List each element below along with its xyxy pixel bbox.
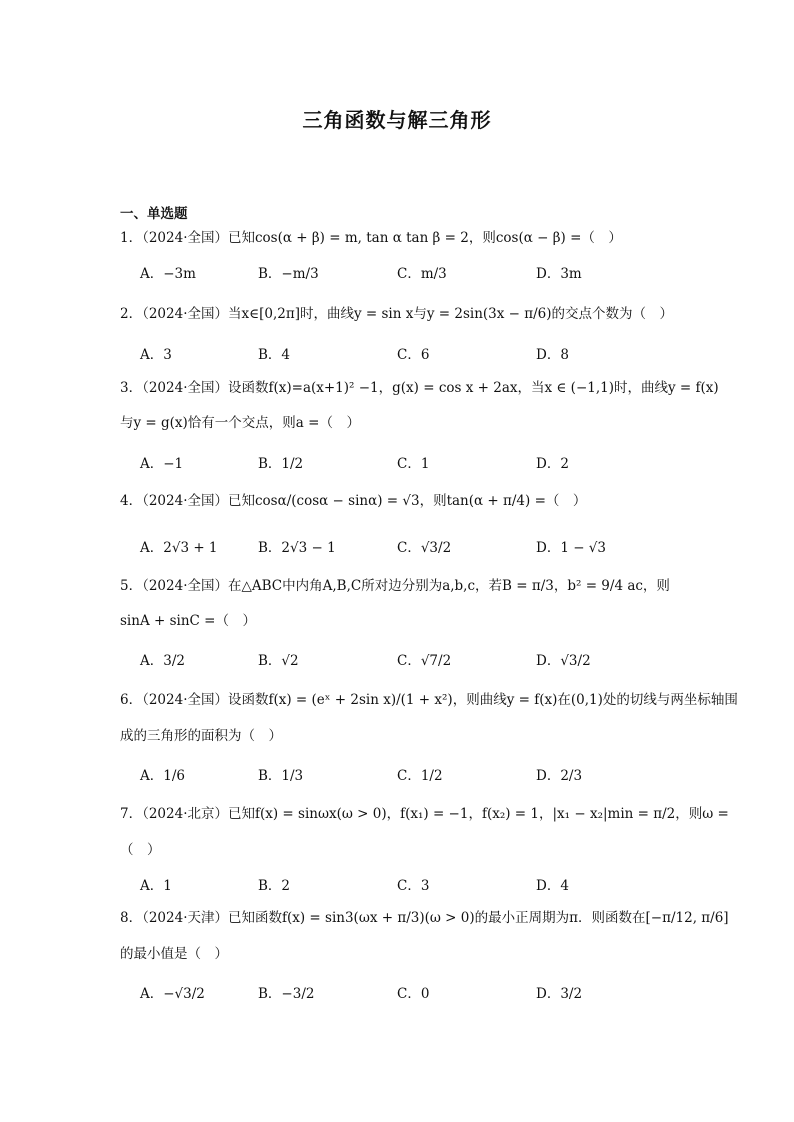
question-2-options [140,343,660,377]
option-d: D．2 [536,456,569,472]
option-a: A．3 [140,347,172,363]
option-b: B．4 [258,347,291,363]
question-4: 4．（2024·全国）已知cosα/(cosα − sinα) = √3，则tan(α + π/4) =（ ） [120,493,587,509]
option-d: D．4 [536,878,569,894]
option-a: A．2√3 + 1 [140,540,218,556]
question-1-options [140,262,660,296]
question-7-options [140,874,660,908]
page-title: 三角函数与解三角形 [302,108,492,132]
question-3-options [140,452,660,486]
option-c: C．√3/2 [397,540,452,556]
option-d: D．1 − √3 [536,540,606,556]
option-b: B．−m/3 [258,266,319,282]
question-1: 1．（2024·全国）已知cos(α + β) = m, tan α tan β = 2，则cos(α − β) =（ ） [120,230,622,246]
option-b: B．1/3 [258,768,304,784]
question-7-continuation: （ ） [120,842,161,858]
question-8-options [140,982,660,1016]
option-c: C．1 [397,456,430,472]
option-b: B．−3/2 [258,986,315,1002]
option-a: A．3/2 [140,653,185,669]
option-b: B．√2 [258,653,299,669]
question-6-continuation: 成的三角形的面积为（ ） [120,728,282,744]
option-b: B．1/2 [258,456,304,472]
option-b: B．2√3 − 1 [258,540,336,556]
question-7: 7．（2024·北京）已知f(x) = sinωx(ω > 0)，f(x₁) = −1，f(x₂) = 1，|x₁ − x₂|min = π/2，则ω = [120,806,729,822]
option-a: A．−3m [140,266,196,282]
option-a: A．1 [140,878,172,894]
option-c: C．0 [397,986,430,1002]
question-5-continuation: sinA + sinC =（ ） [120,613,256,629]
option-c: C．√7/2 [397,653,452,669]
option-a: A．1/6 [140,768,185,784]
option-c: C．6 [397,347,430,363]
question-2: 2．（2024·全国）当x∈[0,2π]时，曲线y = sin x与y = 2sin(3x − π/6)的交点个数为（ ） [120,306,674,322]
option-c: C．3 [397,878,430,894]
option-d: D．3/2 [536,986,583,1002]
question-3-continuation: 与y = g(x)恰有一个交点，则a =（ ） [120,415,360,431]
question-6: 6．（2024·全国）设函数f(x) = (eˣ + 2sin x)/(1 + x²)，则曲线y = f(x)在(0,1)处的切线与两坐标轴围 [120,692,738,708]
option-a: A．−√3/2 [140,986,205,1002]
option-d: D．8 [536,347,569,363]
option-d: D．√3/2 [536,653,591,669]
option-b: B．2 [258,878,291,894]
option-c: C．m/3 [397,266,447,282]
question-8: 8．（2024·天津）已知函数f(x) = sin3(ωx + π/3)(ω > 0)的最小正周期为π．则函数在[−π/12, π/6] [120,910,729,926]
question-4-options [140,536,660,570]
question-5: 5．（2024·全国）在△ABC中内角A,B,C所对边分别为a,b,c，若B = π/3，b² = 9/4 ac，则 [120,578,670,594]
option-a: A．−1 [140,456,184,472]
question-5-options [140,649,660,683]
question-8-continuation: 的最小值是（ ） [120,946,228,962]
option-d: D．2/3 [536,768,583,784]
section-heading: 一、单选题 [120,206,188,222]
option-c: C．1/2 [397,768,443,784]
question-6-options [140,764,660,798]
option-d: D．3m [536,266,582,282]
question-3: 3．（2024·全国）设函数f(x)=a(x+1)² −1，g(x) = cos x + 2ax，当x ∈ (−1,1)时，曲线y = f(x) [120,380,719,396]
